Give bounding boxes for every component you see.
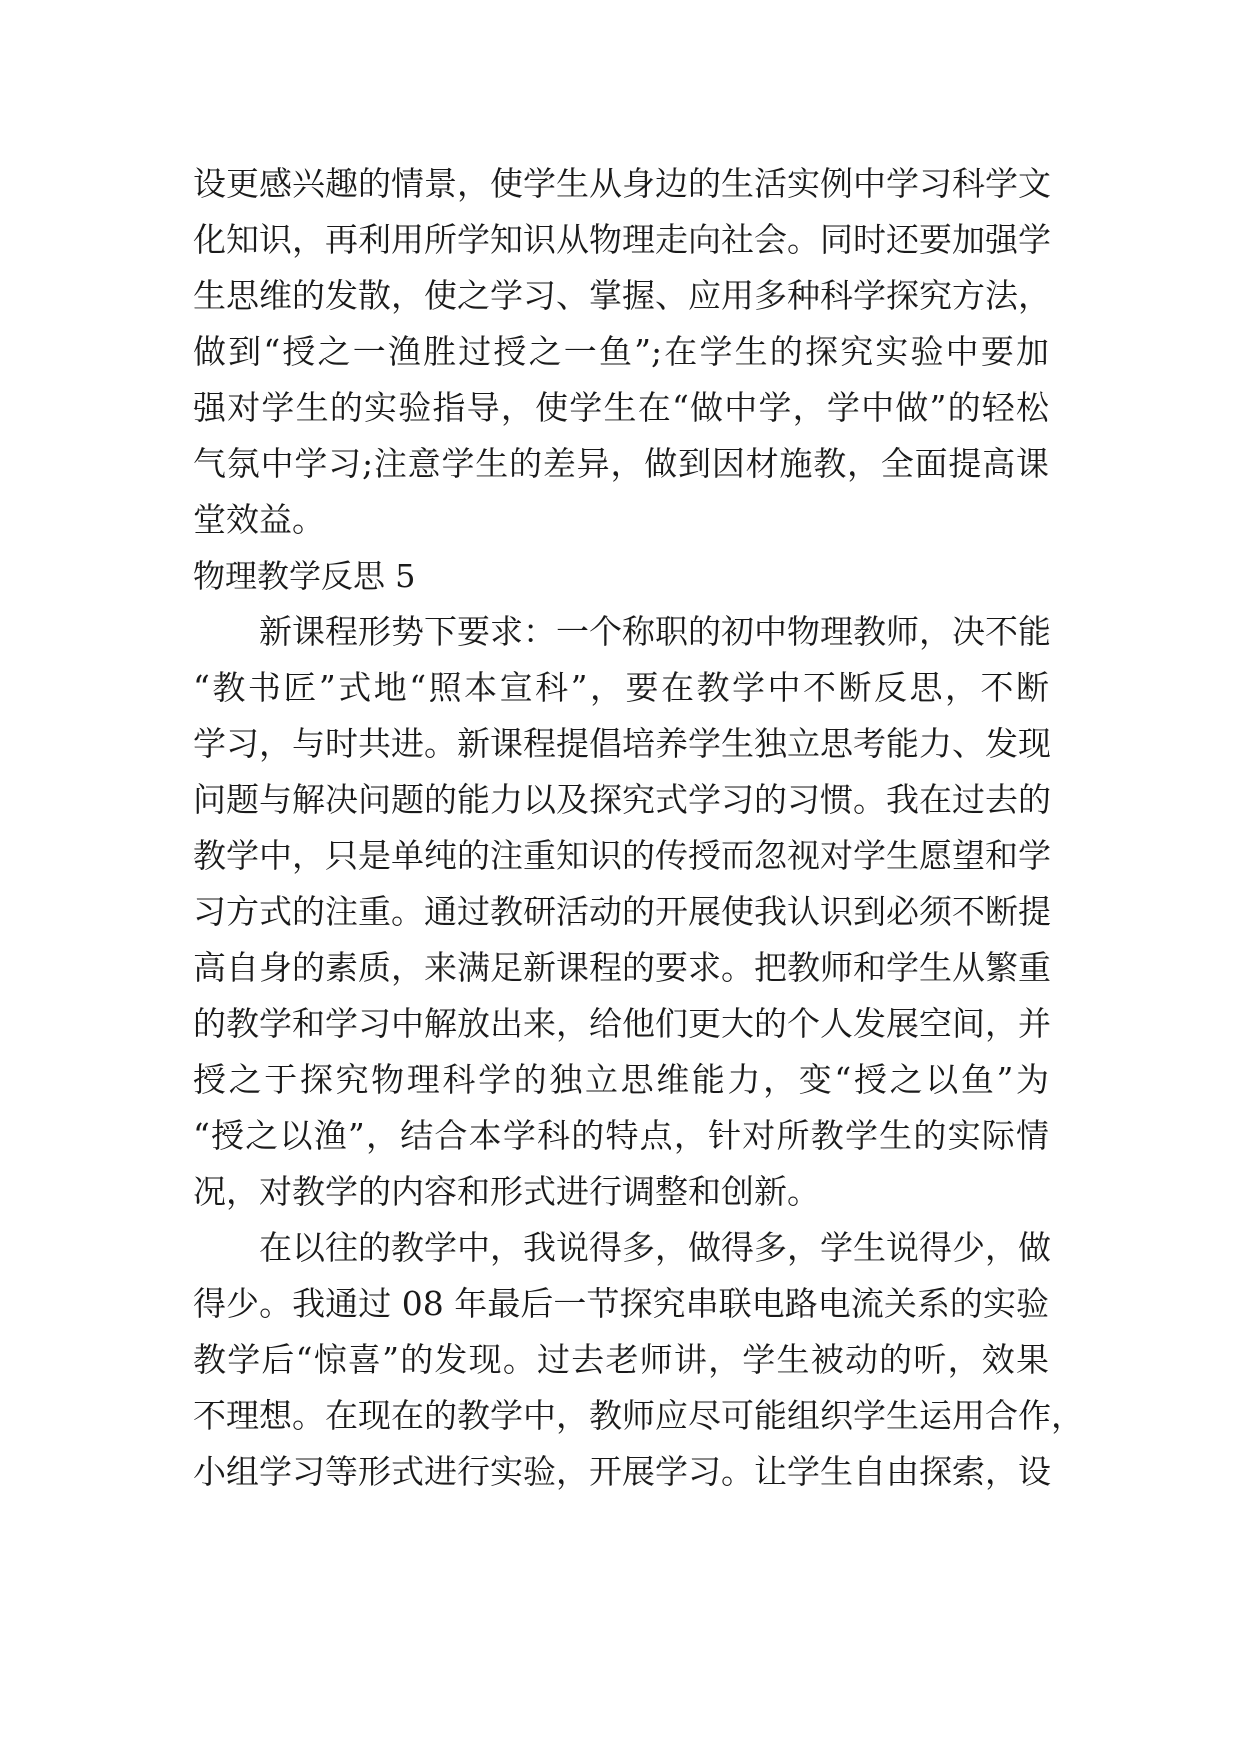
- text-line: 授之于探究物理科学的独立思维能力，变“授之以鱼”为: [193, 1060, 1049, 1099]
- paragraph: [193, 604, 1049, 1220]
- text-line: 的教学和学习中解放出来，给他们更大的个人发展空间，并: [193, 1004, 1051, 1043]
- text-line: 做到“授之一渔胜过授之一鱼”;在学生的探究实验中要加: [193, 332, 1049, 371]
- text-line: 气氛中学习;注意学生的差异，做到因材施教，全面提高课: [193, 444, 1049, 483]
- text-line: 生思维的发散，使之学习、掌握、应用多种科学探究方法，: [193, 276, 1051, 315]
- text-line: 问题与解决问题的能力以及探究式学习的习惯。我在过去的: [193, 780, 1051, 819]
- document-body: [193, 156, 1084, 1500]
- text-line: 教学后“惊喜”的发现。过去老师讲，学生被动的听，效果: [193, 1340, 1049, 1379]
- text-line: 堂效益。: [193, 500, 325, 539]
- text-line: 在以往的教学中，我说得多，做得多，学生说得少，做: [193, 1228, 1051, 1267]
- paragraph: [193, 156, 1049, 548]
- text-line: 不理想。在现在的教学中，教师应尽可能组织学生运用合作，: [193, 1396, 1084, 1435]
- text-line: 高自身的素质，来满足新课程的要求。把教师和学生从繁重: [193, 948, 1051, 987]
- text-line: 设更感兴趣的情景，使学生从身边的生活实例中学习科学文: [193, 164, 1051, 203]
- text-line: 化知识，再利用所学知识从物理走向社会。同时还要加强学: [193, 220, 1051, 259]
- text-line: “授之以渔”，结合本学科的特点，针对所教学生的实际情: [193, 1116, 1049, 1155]
- text-line: 况，对教学的内容和形式进行调整和创新。: [193, 1172, 820, 1211]
- text-line: 习方式的注重。通过教研活动的开展使我认识到必须不断提: [193, 892, 1051, 931]
- text-line: 教学中，只是单纯的注重知识的传授而忽视对学生愿望和学: [193, 836, 1051, 875]
- text-line: 得少。我通过 08 年最后一节探究串联电路电流关系的实验: [193, 1284, 1049, 1323]
- text-line: “教书匠”式地“照本宣科”，要在教学中不断反思，不断: [193, 668, 1049, 707]
- section-heading: 物理教学反思 5: [193, 557, 416, 595]
- text-line: 学习，与时共进。新课程提倡培养学生独立思考能力、发现: [193, 724, 1051, 763]
- text-line: 强对学生的实验指导，使学生在“做中学，学中做”的轻松: [193, 388, 1049, 427]
- text-line: 小组学习等形式进行实验，开展学习。让学生自由探索，设: [193, 1452, 1051, 1491]
- paragraph: [193, 1220, 1084, 1500]
- text-line: 新课程形势下要求：一个称职的初中物理教师，决不能: [193, 612, 1051, 651]
